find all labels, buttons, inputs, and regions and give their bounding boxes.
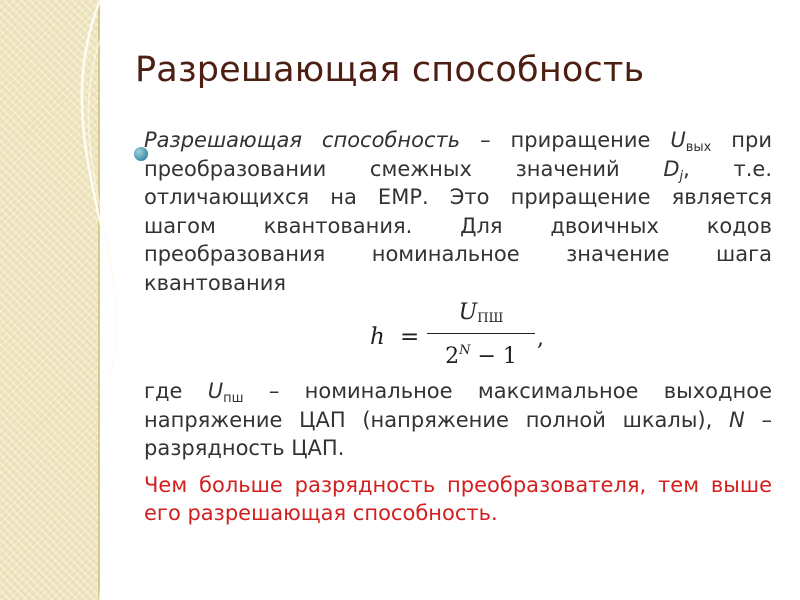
explanation-prefix: где bbox=[144, 379, 208, 403]
formula-denominator bbox=[427, 336, 535, 372]
formula-lhs: h bbox=[370, 324, 385, 350]
explanation-text-1: – номинальное максимальное выходное напряжение ЦАП (напряжение полной шкалы), bbox=[144, 379, 772, 432]
definition-paragraph bbox=[144, 126, 772, 297]
slide-content bbox=[144, 126, 772, 528]
formula-fraction bbox=[427, 297, 535, 372]
formula-equals: = bbox=[400, 324, 420, 350]
u-subscript: вых bbox=[685, 140, 712, 155]
explanation-text-2: – разрядность ЦАП. bbox=[144, 407, 772, 460]
formula bbox=[144, 297, 772, 377]
n-symbol: N bbox=[729, 407, 745, 432]
definition-text-2: , т.е. отличающихся на ЕМР. Это приращение является шагом квантования. Для двоичных кодов преобразования номинальное значение шага квантования bbox=[144, 156, 773, 295]
u-subscript: пш bbox=[223, 391, 244, 406]
d-subscript: j bbox=[679, 168, 684, 184]
definition-dash: – приращение bbox=[460, 128, 671, 152]
denominator-rest: − 1 bbox=[470, 344, 517, 369]
numerator-subscript: ПШ bbox=[477, 311, 504, 326]
fraction-bar bbox=[427, 333, 535, 334]
definition-text-1: при преобразовании смежных значений bbox=[144, 128, 773, 181]
u-symbol: U bbox=[670, 128, 686, 152]
term: Разрешающая способность bbox=[144, 128, 461, 152]
highlight-paragraph: Чем больше разрядность преобразователя, тем выше его разрешающая способность. bbox=[144, 472, 772, 525]
numerator-symbol: U bbox=[458, 300, 478, 325]
formula-numerator bbox=[427, 297, 535, 329]
slide-title: Разрешающая способность bbox=[135, 50, 645, 90]
formula-comma: , bbox=[537, 326, 544, 351]
u-symbol: U bbox=[207, 379, 224, 403]
d-symbol: D bbox=[663, 156, 680, 181]
denominator-base: 2 bbox=[445, 344, 460, 369]
decorative-swirl bbox=[0, 0, 140, 600]
explanation-paragraph bbox=[144, 377, 772, 463]
denominator-exponent: N bbox=[459, 343, 471, 358]
